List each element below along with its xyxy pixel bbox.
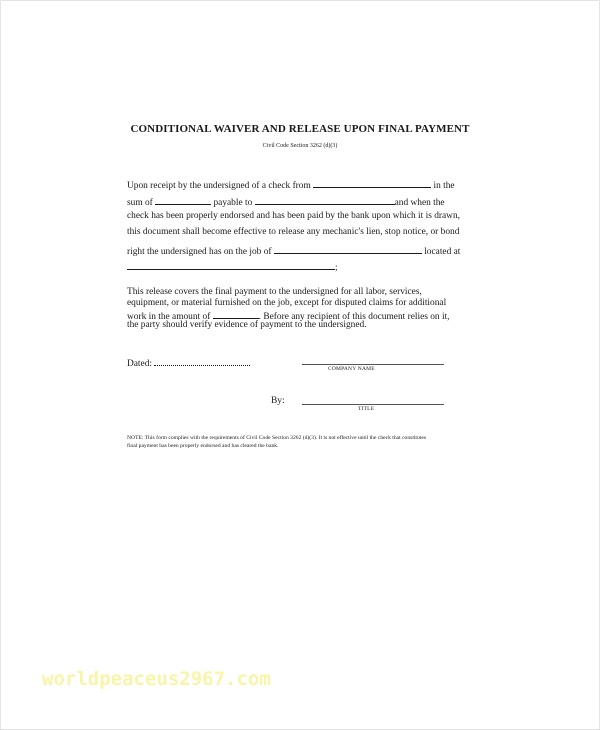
para1-line1-text-b: in the — [433, 181, 455, 191]
location-blank[interactable] — [127, 260, 335, 270]
para1-line1 — [127, 178, 455, 192]
check-from-blank[interactable] — [313, 178, 431, 188]
dated-blank[interactable] — [154, 356, 250, 366]
para1-line2-text-a: sum of — [127, 198, 153, 208]
dated-label: Dated: — [127, 359, 152, 369]
note-line1: NOTE: This form complies with the requirements of Civil Code Section 3262 (d)(3). It is not effective until the check that constitutes — [127, 435, 426, 441]
para1-line6 — [127, 260, 338, 274]
para1-line2 — [127, 195, 445, 209]
payable-to-blank[interactable] — [255, 195, 395, 205]
para1-line5-text-a: right the undersigned has on the job of — [127, 247, 272, 257]
para1-line2-text-b: payable to — [213, 198, 253, 208]
para1-line3: check has been properly endorsed and has been paid by the bank upon which it is drawn, — [127, 211, 460, 221]
watermark-text: worldpeaceus2967.com — [42, 668, 271, 690]
para1-line5-text-b: located at — [424, 247, 461, 257]
document-subtitle: Civil Code Section 3262 (d)(3) — [262, 143, 338, 149]
document-title: CONDITIONAL WAIVER AND RELEASE UPON FINAL PAYMENT — [130, 123, 470, 135]
by-label: By: — [271, 396, 285, 406]
sum-blank[interactable] — [155, 195, 211, 205]
para1-line5 — [127, 244, 460, 258]
para2-line3-text-b: . Before any recipient of this document relies on it, — [258, 312, 450, 322]
para2-line3-text-a: work in the amount of — [127, 312, 211, 322]
job-of-blank[interactable] — [274, 244, 422, 254]
note-line2: final payment has been properly endorsed and has cleared the bank. — [127, 443, 279, 449]
para1-line6-end: ; — [335, 263, 338, 273]
dated-row — [127, 356, 250, 370]
company-name-line[interactable] — [302, 364, 444, 365]
para1-line4: this document shall become effective to release any mechanic's lien, stop notice, or bond — [127, 227, 460, 237]
para1-line2-text-c: and when the — [394, 198, 445, 208]
company-name-label: COMPANY NAME — [328, 366, 375, 372]
para1-line1-text-a: Upon receipt by the undersigned of a check from — [127, 181, 311, 191]
title-line[interactable] — [302, 404, 444, 405]
para2-line2: equipment, or material furnished on the job, except for disputed claims for additional — [127, 298, 447, 308]
disputed-amount-blank[interactable] — [213, 309, 259, 319]
title-label: TITLE — [358, 406, 375, 412]
para2-line4: the party should verify evidence of payment to the undersigned. — [127, 320, 367, 330]
para2-line1: This release covers the final payment to the undersigned for all labor, services, — [127, 287, 422, 297]
